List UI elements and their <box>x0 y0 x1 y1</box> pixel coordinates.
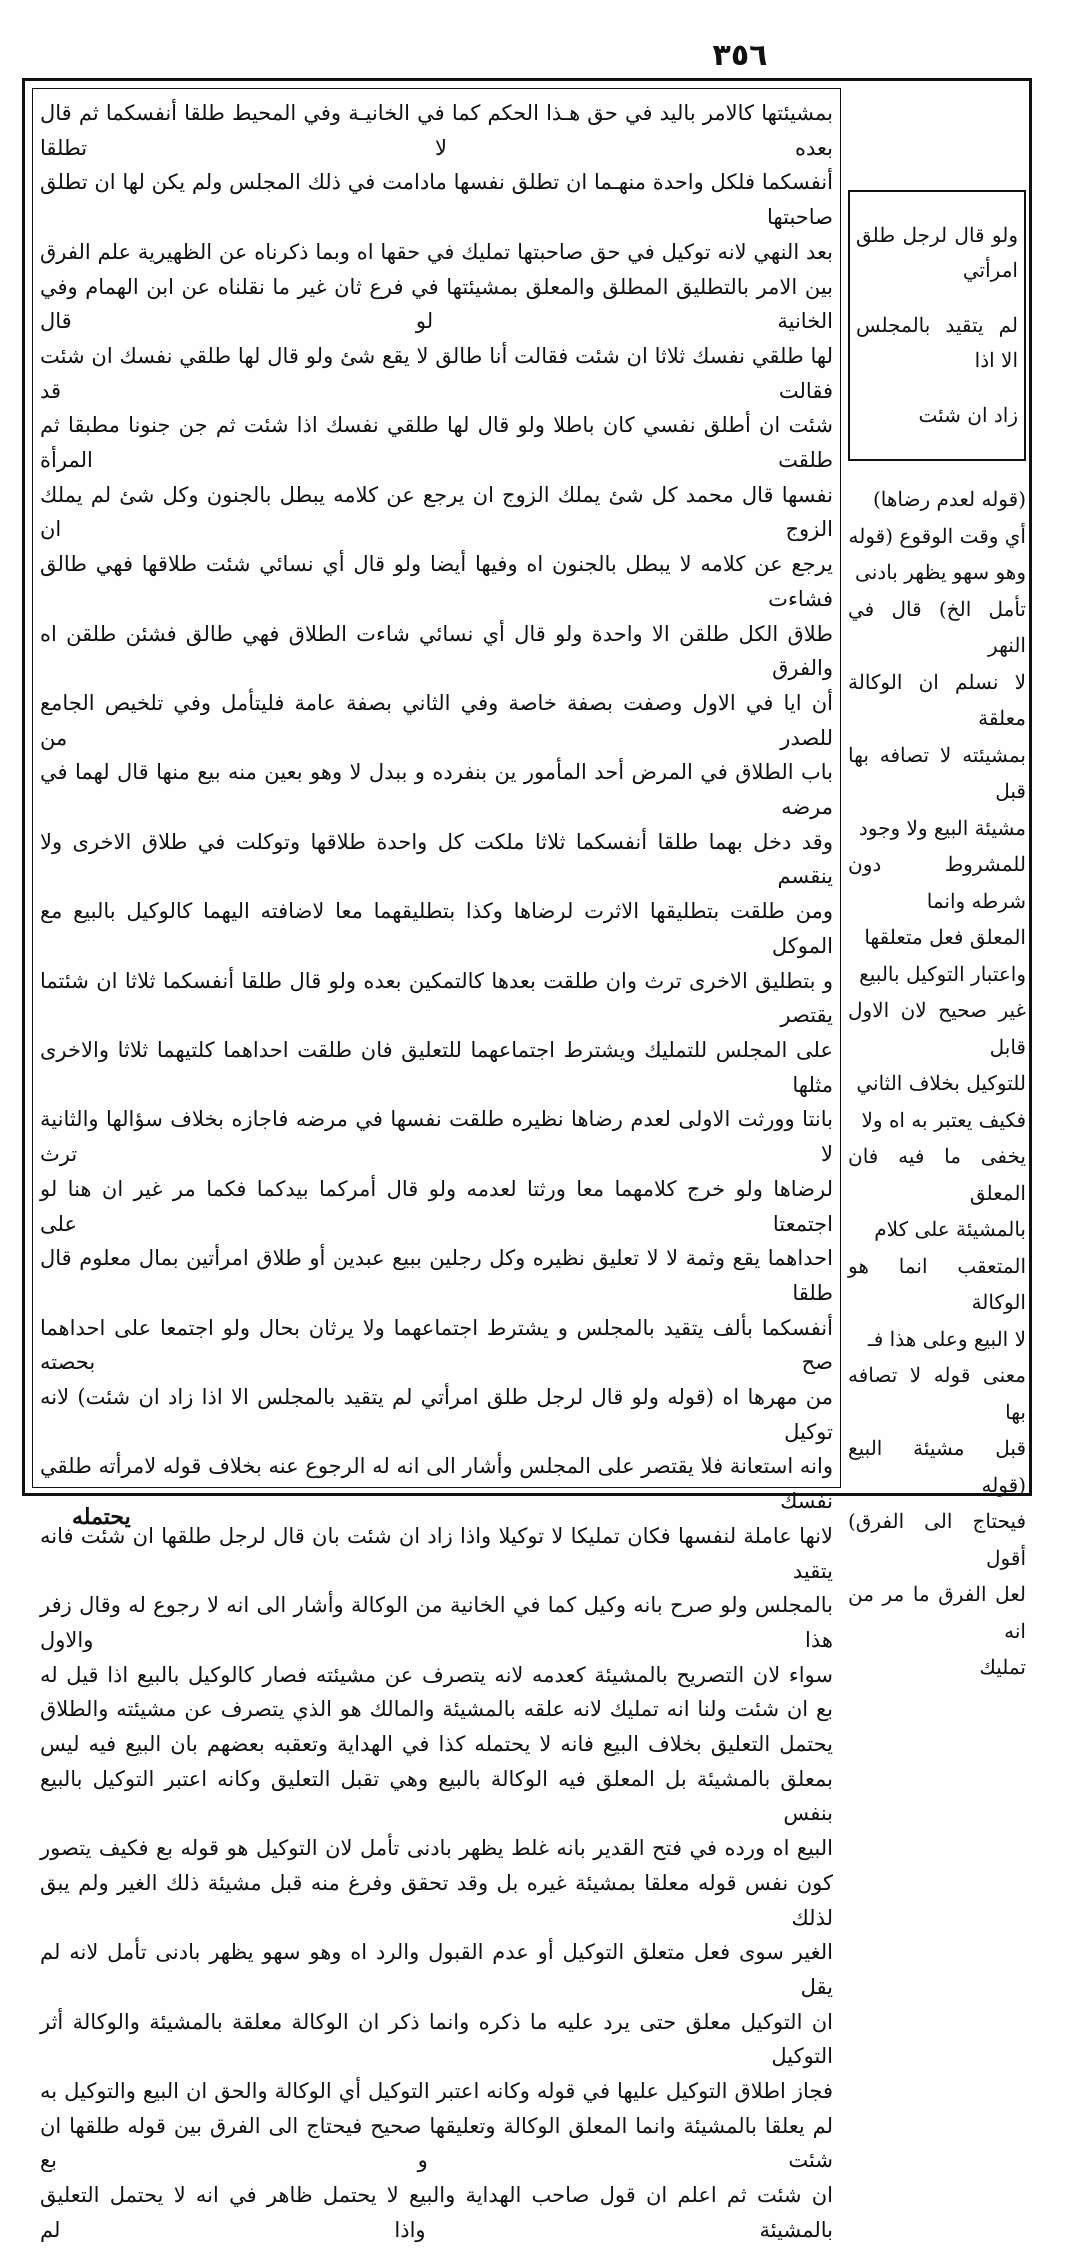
text-line: احداهما يقع وثمة لا لا تعليق نظيره وكل رجلين ببيع عبدين أو طلاق امرأتين بمال معلوم قال طلقا <box>40 1246 833 1305</box>
text-line: ومن طلقت بتطليقها الاثرت لرضاها وكذا بتطليقهما معا لاضافته اليهما كالوكيل بالبيع مع الموكل <box>40 899 833 958</box>
gloss-line: المتعقب انما هو الوكالة <box>848 1253 1026 1314</box>
text-line: الغير سوى فعل متعلق التوكيل أو عدم القبول والرد اه وهو سهو يظهر بادنى تأمل لانه لم يقل <box>40 1940 833 1999</box>
matn-line: ولو قال لرجل طلق امرأتي <box>856 223 1018 282</box>
text-line: بمعلق بالمشيئة بل المعلق فيه الوكالة بالبيع وهي تقبل التعليق وكانه اعتبر التوكيل بالبيع بنفس <box>40 1766 833 1826</box>
text-line: بعد النهي لانه توكيل في حق صاحبتها تمليك في حقها اه وبما ذكرناه عن الظهيرية علم الفرق <box>40 239 833 264</box>
gloss-line: فكيف يعتبر به اه ولا <box>861 1107 1026 1132</box>
text-line: كون نفس قوله معلقا بمشيئة غيره بل وقد تحقق وفرغ منه قبل مشيئة ذلك الغير ولم يبق لذلك <box>40 1870 833 1930</box>
gloss-line: يخفى ما فيه فان المعلق <box>848 1144 1026 1205</box>
matn-line: لم يتقيد بالمجلس الا اذا <box>856 313 1018 372</box>
text-line: أنفسكما بألف يتقيد بالمجلس و يشترط اجتماعهما ولا يرثان بحال ولو اجتمعا على احداهما صح بحصته <box>40 1315 833 1375</box>
gloss-line: واعتبار التوكيل بالبيع <box>859 961 1026 986</box>
gloss-line: غير صحيح لان الاول قابل <box>848 998 1026 1059</box>
gloss-line: قبل مشيئة البيع (قوله <box>848 1436 1026 1497</box>
text-line: أنفسكما فلكل واحدة منهـما ان تطلق نفسها مادامت في ذلك المجلس ولم يكن لها ان تطلق صاحبتها <box>40 170 833 230</box>
text-line: أن ايا في الاول وصفت بصفة خاصة وفي الثاني بصفة عامة فليتأمل وفي تلخيص الجامع للصدر من <box>40 690 833 750</box>
gloss-line: لا البيع وعلى هذا فـ <box>867 1326 1026 1351</box>
text-line: و بتطليق الاخرى ترث وان طلقت بعدها كالتمكين بعده ولو قال طلقا أنفسكما ثلاثا ان شئتما يقتصر <box>40 968 833 1028</box>
text-line: وانه استعانة فلا يقتصر على المجلس وأشار الى انه له الرجوع عنه بخلاف قوله لامرأته طلقي نفسك <box>40 1454 833 1514</box>
main-text <box>40 96 833 2242</box>
gloss-line: فيحتاج الى الفرق) أقول <box>848 1509 1026 1570</box>
gloss-line: مشيئة البيع ولا وجود <box>858 815 1026 840</box>
matn-box <box>848 190 1026 461</box>
gloss-line: بالمشيئة على كلام <box>874 1217 1026 1241</box>
gloss-line: للتوكيل بخلاف الثاني <box>856 1071 1026 1095</box>
text-line: شئت ان أطلق نفسي كان باطلا ولو قال لها طلقي نفسك اذا شئت ثم جن جنونا مطبقا ثم طلقت المرأة <box>40 413 833 473</box>
text-line: سواء لان التصريح بالمشيئة كعدمه لانه يتصرف عن مشيئته فصار كالوكيل بالبيع اذا قيل له <box>40 1662 833 1687</box>
text-line: يحتمل التعليق بخلاف البيع فانه لا يحتمله كذا في الهداية وتعقبه بعضهم بان البيع فيه ليس <box>40 1732 833 1757</box>
gloss-line: معنى قوله لا تصافه بها <box>848 1363 1026 1424</box>
text-line: فجاز اطلاق التوكيل عليها في قوله وكانه اعتبر التوكيل أي الوكالة والحق ان البيع والتوكيل به <box>40 2079 833 2104</box>
text-line: لها طلقي نفسك ثلاثا ان شئت فقالت أنا طالق لا يقع شئ ولو قال لها طلقي نفسك ان شئت فقالت قد <box>40 343 833 403</box>
gloss-line: تمليك <box>979 1655 1026 1679</box>
text-line: بمشيئتها كالامر باليد في حق هـذا الحكم كما في الخانيـة وفي المحيط طلقا أنفسكما ثم قال بعده لا تطلقا <box>40 101 833 160</box>
gloss-line: لا نسلم ان الوكالة معلقة <box>848 669 1026 730</box>
gloss-line: تأمل الخ) قال في النهر <box>848 596 1026 657</box>
marginal-gloss <box>848 481 1026 1686</box>
gloss-line: المعلق فعل متعلقها <box>864 925 1026 949</box>
gloss-line: أي وقت الوقوع (قوله <box>848 523 1026 548</box>
text-line: بالمجلس ولو صرح بانه وكيل كما في الخانية من الوكالة وأشار الى انه لا رجوع له وقال زفر هذا والاول <box>40 1593 833 1652</box>
gloss-line: لعل الفرق ما مر من انه <box>848 1582 1026 1643</box>
margin-commentary <box>848 190 1026 1686</box>
text-line: طلاق الكل طلقن الا واحدة ولو قال أي نسائي شاءت الطلاق فهي طالق فشئن طلقن اه والفرق <box>40 621 833 681</box>
gloss-line: للمشروط دون شرطه وانما <box>848 852 1026 913</box>
text-line: نفسها قال محمد كل شئ يملك الزوج ان يرجع عن كلامه يبطل بالجنون وكل شئ لم يملك الزوج ان <box>40 482 833 542</box>
text-line: وقد دخل بهما طلقا أنفسكما ثلاثا ملكت كل واحدة طلاقها وتوكلت في طلاق الاخرى ولا ينقسم <box>40 829 833 889</box>
text-line: لانها عاملة لنفسها فكان تمليكا لا توكيلا واذا زاد ان شئت بان قال لرجل طلقها ان شئت فانه يتقيد <box>40 1523 833 1583</box>
page-number: ٣٥٦ <box>712 38 768 73</box>
text-line: يرجع عن كلامه لا يبطل بالجنون اه وفيها أيضا ولو قال أي نسائي شئت طلاقها فهي طالق فشاءت <box>40 552 833 611</box>
text-line: بين الامر بالتطليق المطلق والمعلق بمشيئتها في فرع ثان غير ما نقلناه عن ابن الهمام وفي الخانية لو قال <box>40 274 833 334</box>
text-line: على المجلس للتمليك ويشترط اجتماعهما للتعليق فان طلقت احداهما كلتيهما ثلاثا والاخرى مثلها <box>40 1037 833 1097</box>
text-line: بع ان شئت ولنا انه تمليك لانه علقه بالمشيئة والمالك هو الذي يتصرف عن مشيئته والطلاق <box>40 1697 833 1722</box>
text-line: البيع اه ورده في فتح القدير بانه غلط يظهر بادنى تأمل لان التوكيل هو قوله بع فكيف يتصور <box>40 1836 833 1861</box>
text-line: من مهرها اه (قوله ولو قال لرجل طلق امرأتي لم يتقيد بالمجلس الا اذا زاد ان شئت) لانه توكيل <box>40 1385 833 1444</box>
gloss-line: (قوله لعدم رضاها) <box>872 487 1026 511</box>
matn-line: زاد ان شئت <box>918 403 1018 427</box>
text-line: لم يعلقا بالمشيئة وانما المعلق الوكالة وتعليقها صحيح فيحتاج الى الفرق بين قوله طلقها ان شئت و بع <box>40 2113 833 2173</box>
gloss-line: وهو سهو يظهر بادنى <box>855 560 1026 584</box>
text-line: ان شئت ثم اعلم ان قول صاحب الهداية والبيع لا يحتمل ظاهر في انه لا يحتمل التعليق بالمشيئة واذا لم <box>40 2183 833 2242</box>
text-line: باب الطلاق في المرض أحد المأمور ين بنفرده و ببدل لا وهو بعين منه بيع منها قال لهما في مرضه <box>40 760 833 820</box>
catchword: يحتمله <box>72 1504 131 1530</box>
gloss-line: بمشيئته لا تصافه بها قبل <box>848 742 1026 803</box>
text-line: ان التوكيل معلق حتى يرد عليه ما ذكره وانما ذكر ان الوكالة معلقة بالمشيئة والوكالة أثر التوكيل <box>40 2009 833 2069</box>
text-line: بانتا وورثت الاولى لعدم رضاها نظيره طلقت نفسها في مرضه فاجازه بخلاف سؤالها والثانية لا ترث <box>40 1107 833 1167</box>
text-line: لرضاها ولو خرج كلامهما معا ورثتا لعدمه ولو قال أمركما بيدكما فكما مر غير ان هنا لو اجتمعتا على <box>40 1176 833 1236</box>
